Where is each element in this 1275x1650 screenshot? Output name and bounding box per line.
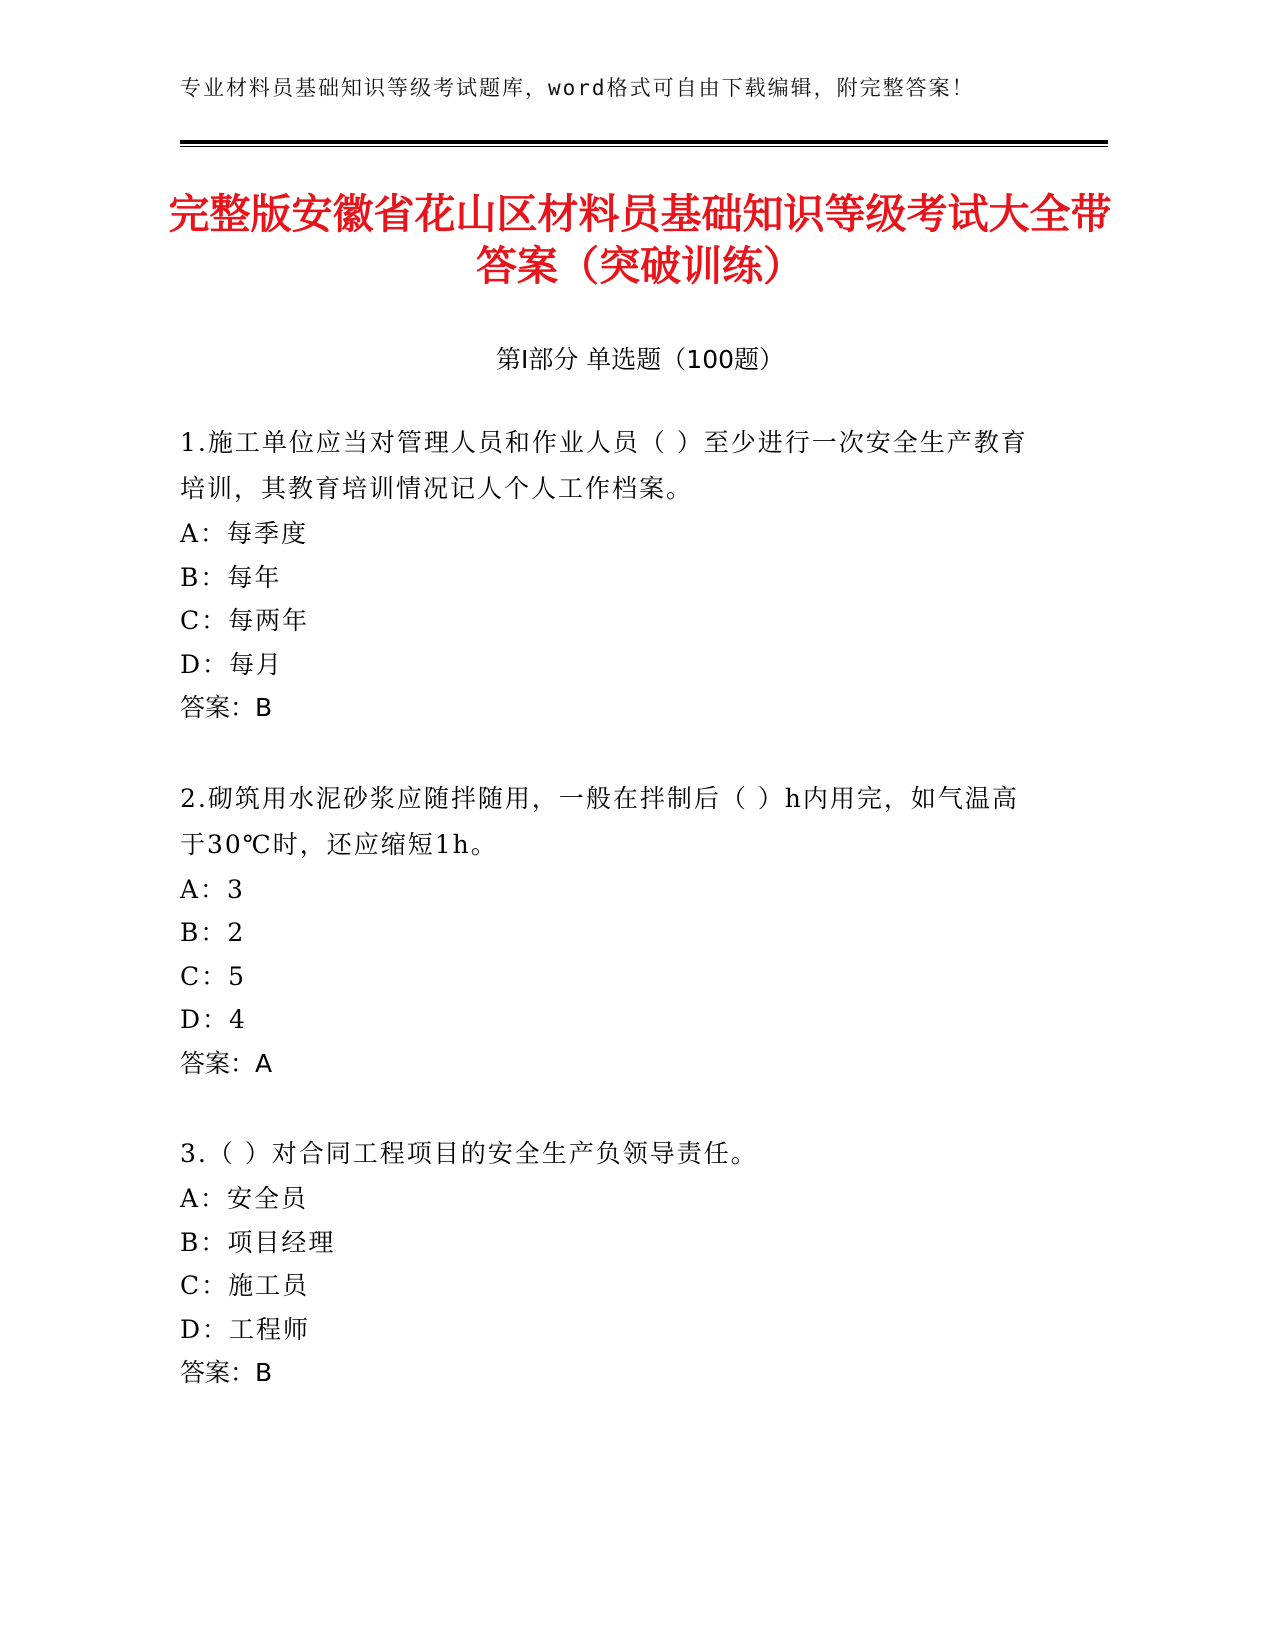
option-b: B：每年 (180, 562, 282, 592)
option-a: A：3 (180, 874, 245, 904)
answer-line: 答案：B (180, 693, 273, 722)
question-2 (180, 776, 1040, 1086)
section-heading: 第Ⅰ部分 单选题（100题） (495, 345, 785, 374)
question-list (180, 420, 1040, 1441)
document-title: 完整版安徽省花山区材料员基础知识等级考试大全带答案（突破训练） (168, 190, 1112, 290)
answer-line: 答案：B (180, 1358, 273, 1387)
question-text: 1.施工单位应当对管理人员和作业人员（ ）至少进行一次安全生产教育培训，其教育培训情况记人个人工作档案。 (180, 428, 1028, 503)
option-d: D：工程师 (180, 1314, 311, 1344)
header-divider-thin (180, 146, 1108, 147)
option-c: C：每两年 (180, 606, 310, 635)
option-b: B：2 (180, 918, 246, 947)
question-3 (180, 1131, 1040, 1395)
header-divider-thick (180, 140, 1108, 144)
option-a: A：安全员 (180, 1184, 309, 1213)
option-b: B：项目经理 (180, 1227, 336, 1257)
question-1 (180, 420, 1040, 730)
option-d: D：每月 (180, 649, 284, 679)
option-d: D：4 (180, 1005, 247, 1034)
option-c: C：5 (180, 961, 247, 991)
header-note: 专业材料员基础知识等级考试题库，word格式可自由下载编辑，附完整答案！ (180, 76, 975, 100)
option-a: A：每季度 (180, 519, 309, 548)
question-text: 3.（ ）对合同工程项目的安全生产负领导责任。 (180, 1139, 758, 1168)
answer-line: 答案：A (180, 1048, 273, 1078)
question-text: 2.砌筑用水泥砂浆应随拌随用，一般在拌制后（ ）h内用完，如气温高于30℃时，还应缩短1h。 (180, 783, 1019, 859)
option-c: C：施工员 (180, 1271, 310, 1300)
